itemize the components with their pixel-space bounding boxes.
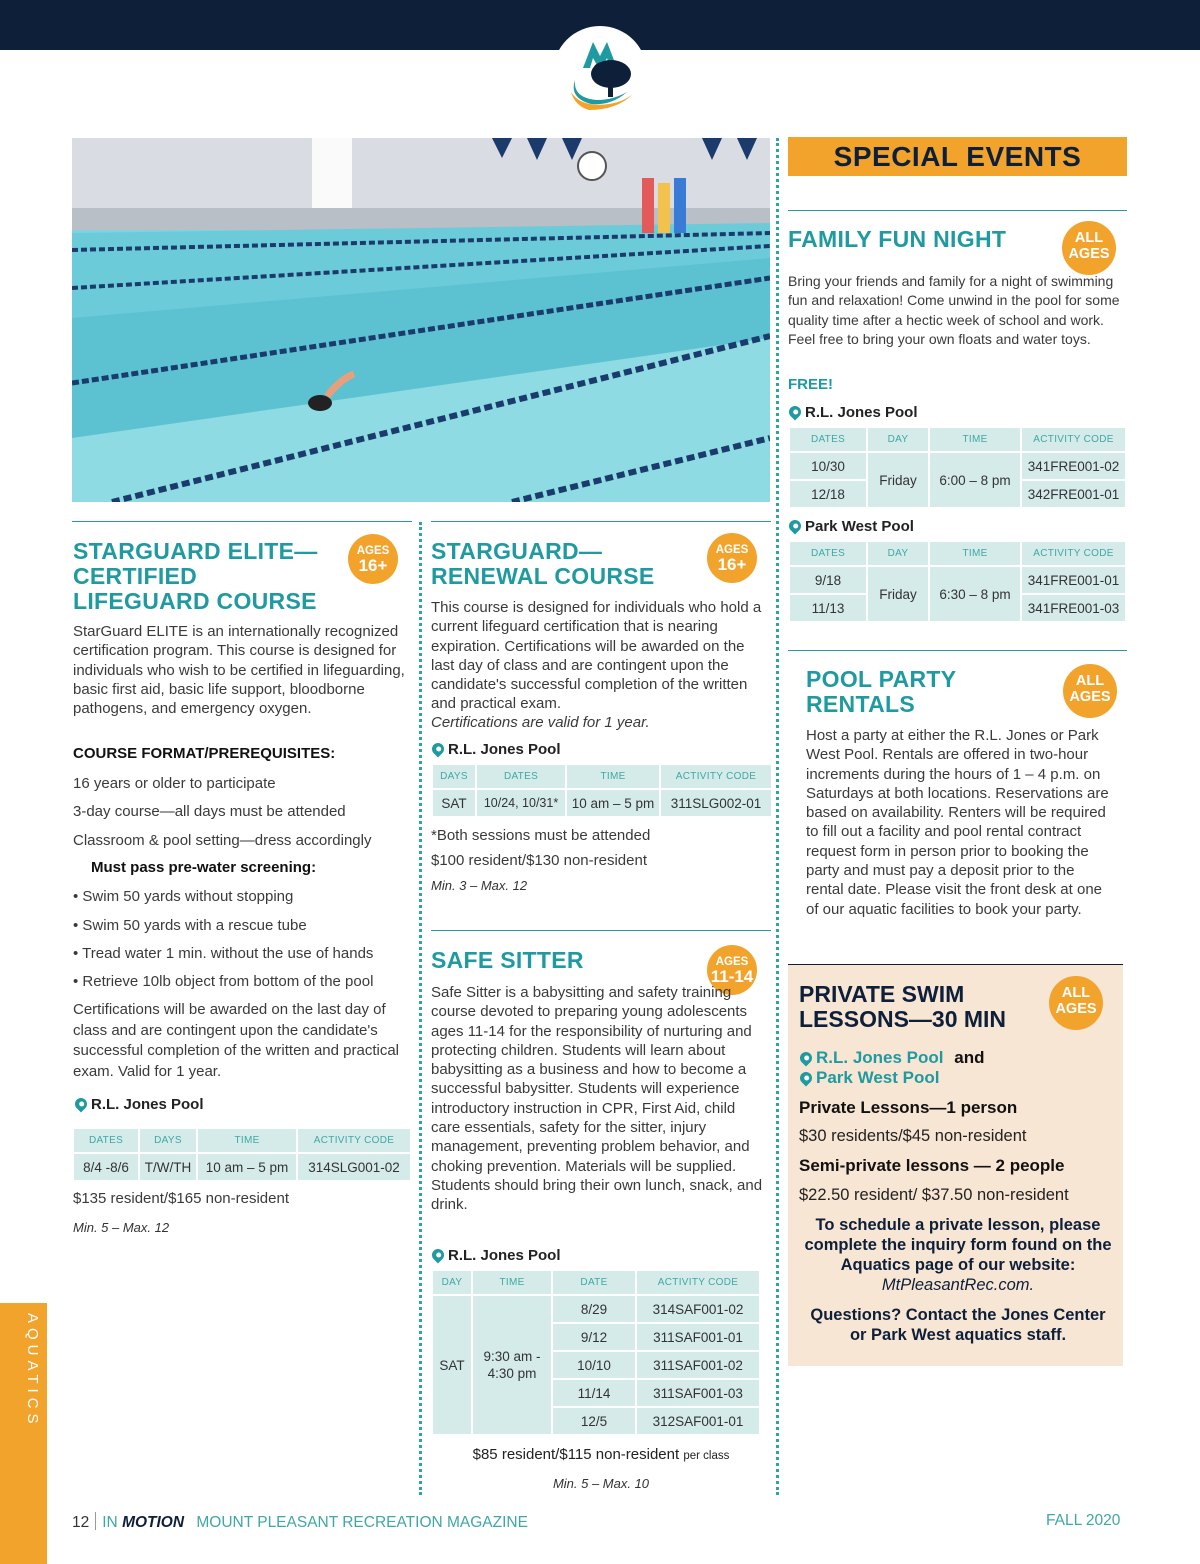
table-cell: 8/4 -8/6 [74, 1154, 138, 1180]
table-cell: T/W/TH [140, 1154, 196, 1180]
location-label: R.L. Jones Pool [789, 404, 918, 421]
family-fun-description: Bring your friends and family for a night of swimming fun and relaxation! Come unwind in the pool for some quality time after a hectic week of school and work. Feel free to bring your own floats and water toys. [788, 273, 1120, 347]
age-badge: ALL AGES [1063, 664, 1117, 718]
age-badge: ALL AGES [1062, 221, 1116, 275]
table-cell: 312SAF001-01 [637, 1408, 759, 1434]
table-header-row [790, 542, 1125, 565]
page-number: 12 [72, 1514, 90, 1531]
table-header-row [74, 1129, 410, 1152]
screening-item: • Swim 50 yards with a rescue tube [73, 917, 307, 934]
table-header: DAYS [140, 1129, 196, 1152]
lesson-label: Private Lessons—1 person [799, 1098, 1018, 1117]
age-badge: AGES 16+ [707, 533, 757, 583]
table-cell: 341FRE001-02 [1022, 453, 1125, 479]
table-cell: 311SAF001-02 [637, 1352, 759, 1378]
table-header: TIME [930, 428, 1020, 451]
table-cell: 10/24, 10/31* [477, 790, 565, 816]
age-badge: AGES 11-14 [707, 945, 757, 995]
location-pin-icon [430, 741, 447, 758]
table-header: ACTIVITY CODE [298, 1129, 410, 1152]
price: $135 resident/$165 non-resident [73, 1190, 289, 1207]
schedule-table [788, 540, 1127, 623]
website-link[interactable]: MtPleasantRec.com. [881, 1276, 1035, 1294]
location-pin-icon [787, 518, 804, 535]
table-cell: 314SLG001-02 [298, 1154, 410, 1180]
starguard-elite-description: StarGuard ELITE is an internationally recognized certification program. This course is designed for individuals who wish to be certified in lifeguarding, basic first aid, basic life support, bloodborne pathogens, and emergency oxygen. [73, 623, 405, 718]
screening-item: • Swim 50 yards without stopping [73, 888, 294, 905]
table-header: TIME [198, 1129, 296, 1152]
private-lessons-title: PRIVATE SWIM LESSONS—30 MIN [799, 981, 1007, 1032]
footer-magazine: MOUNT PLEASANT RECREATION MAGAZINE [196, 1514, 528, 1531]
free-label: FREE! [788, 376, 833, 393]
table-cell: 342FRE001-01 [1022, 481, 1125, 507]
pool-party-description: Host a party at either the R.L. Jones or Park West Pool. Rentals are offered in two-hour increments during the hours of 1 – 4 p.m. on Saturdays at both locations. Reservations are based on availability. Renters will be required to fill out a facility and pool rental contract request form in person prior to booking the party and must pay a deposit prior to the rental date. Please visit the front desk at one of our aquatic facilities to book your party. [806, 727, 1109, 918]
table-header: DAY [868, 428, 928, 451]
table-cell: 9:30 am - 4:30 pm [473, 1296, 551, 1434]
table-header: ACTIVITY CODE [661, 765, 771, 788]
table-row [433, 1296, 759, 1322]
location-label: R.L. Jones Pool [432, 1247, 561, 1264]
location-label: R.L. Jones Pool [432, 741, 561, 758]
schedule-note: To schedule a private lesson, please complete the inquiry form found on the Aquatics page of our website: MtPleasantRec.com. [804, 1216, 1112, 1294]
location-pin-icon [73, 1096, 90, 1113]
tree-logo-icon [553, 26, 647, 120]
table-cell: 11/14 [553, 1380, 635, 1406]
family-fun-title: FAMILY FUN NIGHT [788, 226, 1007, 252]
age-badge: ALL AGES [1049, 976, 1103, 1030]
section-rule [431, 521, 771, 522]
table-cell: 11/13 [790, 595, 866, 621]
private-lessons-box [788, 965, 1123, 1366]
sessions-note: *Both sessions must be attended [431, 827, 651, 844]
location-line: R.L. Jones Pool and [800, 1048, 985, 1068]
table-header: DATES [74, 1129, 138, 1152]
footer-in: IN [102, 1514, 118, 1531]
format-heading: COURSE FORMAT/PREREQUISITES: [73, 745, 336, 762]
starguard-renewal-description: This course is designed for individuals who hold a current lifeguard certification that is nearing expiration. Certifications will be awarded on the last day of class and are contingent upon the candidate's successful completion of the written and practical exam. [431, 599, 762, 713]
table-cell: 311SAF001-03 [637, 1380, 759, 1406]
section-rule [788, 650, 1127, 651]
min-max: Min. 5 – Max. 10 [552, 1476, 650, 1491]
special-events-banner: SPECIAL EVENTS [788, 137, 1127, 176]
table-header: TIME [930, 542, 1020, 565]
table-cell: 12/18 [790, 481, 866, 507]
table-header-row [433, 1271, 759, 1294]
column-divider [776, 138, 779, 1495]
safe-sitter-title: SAFE SITTER [431, 947, 584, 973]
section-tab [0, 1303, 47, 1564]
schedule-table [431, 763, 773, 818]
table-cell: 341FRE001-03 [1022, 595, 1125, 621]
footer-season: FALL 2020 [1046, 1512, 1121, 1529]
table-cell: 10/10 [553, 1352, 635, 1378]
location-pin-icon [798, 1070, 815, 1087]
table-header: DAY [868, 542, 928, 565]
section-rule [431, 930, 771, 931]
footer [72, 1512, 528, 1532]
section-tab-label: AQUATICS [24, 1313, 41, 1429]
table-cell: 311SLG002-01 [661, 790, 771, 816]
location-pin-icon [798, 1050, 815, 1067]
table-header: ACTIVITY CODE [1022, 542, 1125, 565]
table-cell: SAT [433, 790, 475, 816]
price: $100 resident/$130 non-resident [431, 852, 647, 869]
table-header: TIME [473, 1271, 551, 1294]
table-header: DAYS [433, 765, 475, 788]
pool-photo [72, 138, 770, 502]
logo [553, 26, 647, 120]
lesson-price: $22.50 resident/ $37.50 non-resident [799, 1186, 1069, 1204]
table-header: DATES [790, 542, 866, 565]
table-row [790, 453, 1125, 479]
prereq-item: 16 years or older to participate [73, 775, 276, 792]
table-header: ACTIVITY CODE [1022, 428, 1125, 451]
table-cell: Friday [868, 453, 928, 507]
lesson-price: $30 residents/$45 non-resident [799, 1127, 1027, 1145]
prereq-item: Classroom & pool setting—dress accordingly [73, 832, 372, 849]
section-rule [788, 210, 1127, 211]
cert-note: Certifications will be awarded on the last day of class and are contingent upon the candidate's successful completion of the written and practical exam. Valid for 1 year. [73, 1001, 399, 1080]
screening-item: • Retrieve 10lb object from bottom of the pool [73, 973, 374, 990]
column-divider [419, 522, 422, 1495]
table-cell: 8/29 [553, 1296, 635, 1322]
footer-motion: MOTION [122, 1514, 185, 1531]
table-header: DATES [477, 765, 565, 788]
table-header: ACTIVITY CODE [637, 1271, 759, 1294]
table-row [790, 567, 1125, 593]
starguard-elite-title: STARGUARD ELITE— CERTIFIED LIFEGUARD COURSE [73, 538, 318, 614]
screening-item: • Tread water 1 min. without the use of hands [73, 945, 374, 962]
table-cell: 10/30 [790, 453, 866, 479]
table-cell: 6:00 – 8 pm [930, 453, 1020, 507]
location-pin-icon [787, 404, 804, 421]
table-cell: 311SAF001-01 [637, 1324, 759, 1350]
table-cell: 10 am – 5 pm [198, 1154, 296, 1180]
location-label: R.L. Jones Pool [75, 1096, 204, 1113]
footer-separator [95, 1512, 96, 1530]
age-badge: AGES 16+ [348, 534, 398, 584]
pool-party-title: POOL PARTY RENTALS [806, 666, 957, 717]
location-label: Park West Pool [789, 518, 914, 535]
location-line: Park West Pool [800, 1068, 939, 1088]
lesson-label: Semi-private lessons — 2 people [799, 1156, 1065, 1175]
section-rule [72, 521, 412, 522]
prereq-item: 3-day course—all days must be attended [73, 803, 346, 820]
schedule-table [788, 426, 1127, 509]
screening-heading: Must pass pre-water screening: [91, 859, 317, 876]
min-max: Min. 3 – Max. 12 [431, 878, 528, 893]
table-row [74, 1154, 410, 1180]
table-cell: Friday [868, 567, 928, 621]
schedule-table [72, 1127, 412, 1182]
table-cell: 6:30 – 8 pm [930, 567, 1020, 621]
table-cell: 314SAF001-02 [637, 1296, 759, 1322]
questions-note: Questions? Contact the Jones Center or Park West aquatics staff. [810, 1306, 1106, 1344]
table-row [433, 790, 771, 816]
table-header-row [433, 765, 771, 788]
section-rule [788, 964, 1123, 965]
min-max: Min. 5 – Max. 12 [73, 1220, 170, 1235]
table-cell: 12/5 [553, 1408, 635, 1434]
starguard-renewal-title: STARGUARD— RENEWAL COURSE [431, 538, 655, 589]
table-cell: 10 am – 5 pm [567, 790, 659, 816]
table-cell: 341FRE001-01 [1022, 567, 1125, 593]
table-header-row [790, 428, 1125, 451]
table-header: DATE [553, 1271, 635, 1294]
table-header: TIME [567, 765, 659, 788]
safe-sitter-description: Safe Sitter is a babysitting and safety training course devoted to preparing young adolescents ages 11-14 for the responsibility of nurturing and protecting children. Students will learn about babysitting as a business and how to become a successful babysitter. Students will experience introductory instruction in CPR, First Aid, child care essentials, safety for the sitter, injury management, preventing problem behavior, and choking prevention. Materials will be supplied. Students should bring their own lunch, snack, and drink. [431, 984, 763, 1214]
table-cell: SAT [433, 1296, 471, 1434]
table-header: DAY [433, 1271, 471, 1294]
table-cell: 9/18 [790, 567, 866, 593]
valid-note: Certifications are valid for 1 year. [431, 714, 650, 731]
location-pin-icon [430, 1247, 447, 1264]
price: $85 resident/$115 non-resident per class [472, 1446, 730, 1463]
table-cell: 9/12 [553, 1324, 635, 1350]
schedule-table [431, 1269, 761, 1436]
table-header: DATES [790, 428, 866, 451]
